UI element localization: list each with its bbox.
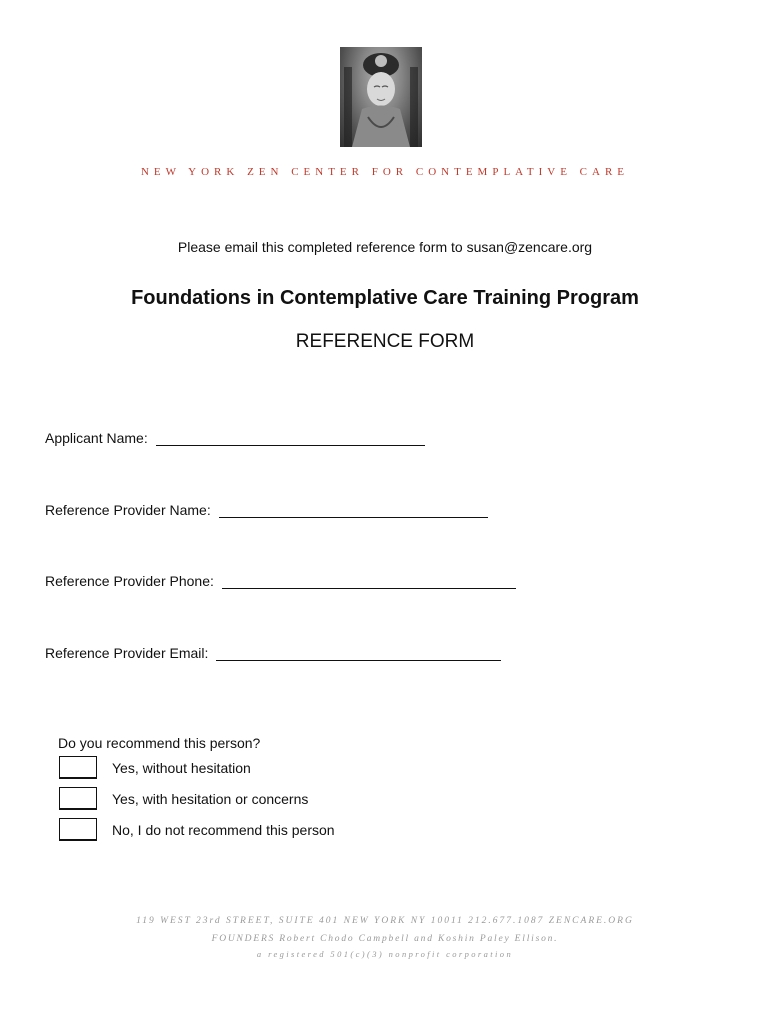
applicant-name-label: Applicant Name: — [45, 430, 148, 446]
recommend-question: Do you recommend this person? — [58, 735, 261, 751]
checkbox[interactable] — [59, 756, 97, 779]
provider-phone-label: Reference Provider Phone: — [45, 573, 214, 589]
provider-phone-field[interactable] — [222, 574, 516, 589]
footer-address: 119 WEST 23rd STREET, SUITE 401 NEW YORK NY 10011 212.677.1087 ZENCARE.ORG — [136, 916, 634, 926]
provider-name-row — [45, 502, 488, 518]
provider-name-label: Reference Provider Name: — [45, 502, 211, 518]
provider-phone-row — [45, 573, 516, 589]
footer-nonprofit-status: a registered 501(c)(3) nonprofit corporation — [256, 949, 514, 959]
email-instruction: Please email this completed reference form to susan@zencare.org — [177, 239, 593, 255]
provider-email-field[interactable] — [216, 646, 501, 661]
option-not-recommend[interactable] — [59, 818, 335, 841]
option-label: No, I do not recommend this person — [112, 821, 335, 838]
option-label: Yes, with hesitation or concerns — [112, 790, 309, 807]
footer-founders: FOUNDERS Robert Chodo Campbell and Koshin Paley Ellison. — [211, 934, 559, 944]
provider-email-label: Reference Provider Email: — [45, 645, 209, 661]
page-title: Foundations in Contemplative Care Training Program — [131, 287, 639, 309]
applicant-name-row — [45, 430, 425, 446]
option-yes-with-concerns[interactable] — [59, 787, 308, 810]
buddha-statue-logo — [340, 47, 422, 147]
applicant-name-field[interactable] — [156, 431, 425, 446]
provider-name-field[interactable] — [219, 503, 488, 518]
provider-email-row — [45, 645, 501, 661]
option-label: Yes, without hesitation — [112, 759, 251, 776]
checkbox[interactable] — [59, 818, 97, 841]
form-subtitle: REFERENCE FORM — [295, 331, 475, 352]
checkbox[interactable] — [59, 787, 97, 810]
organization-name: NEW YORK ZEN CENTER FOR CONTEMPLATIVE CARE — [140, 166, 630, 178]
option-yes-without-hesitation[interactable] — [59, 756, 251, 779]
